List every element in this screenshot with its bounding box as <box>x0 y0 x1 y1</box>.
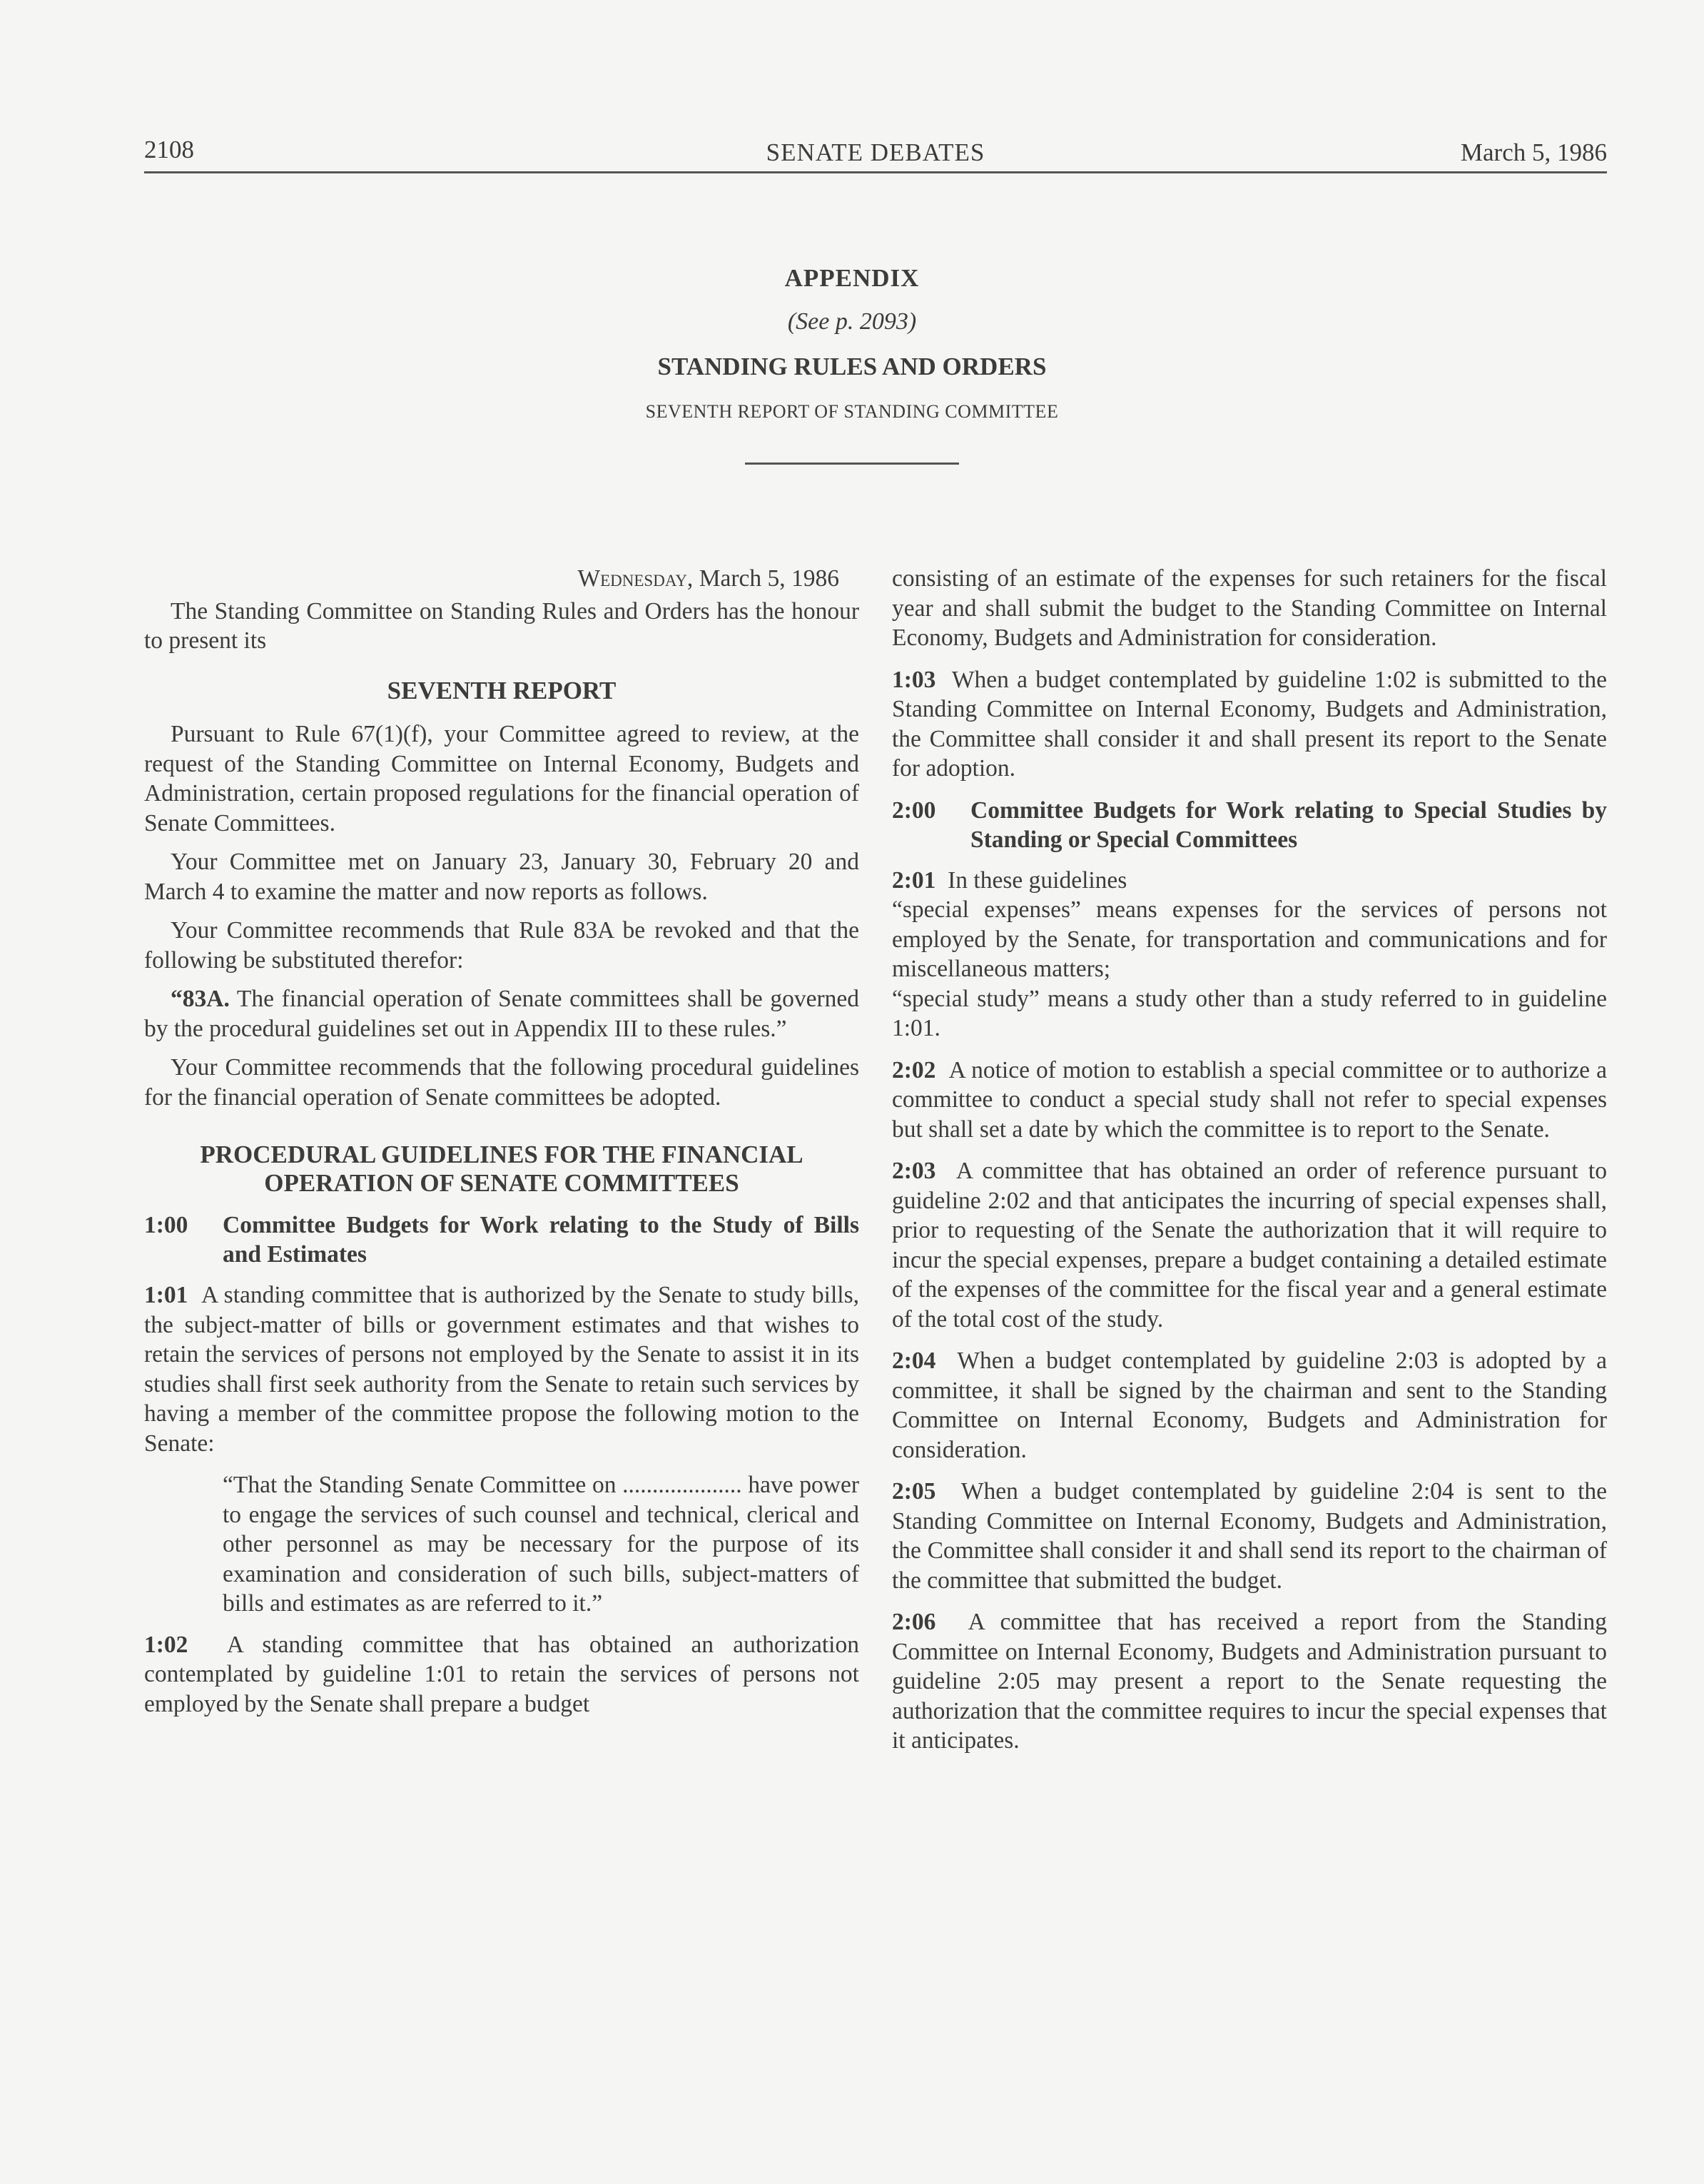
running-header <box>144 136 1607 173</box>
guideline-1-03: 1:03 When a budget contemplated by guideline 1:02 is submitted to the Standing Committee on Internal Economy, Budgets and Administration, the Committee shall consider it and shall present its report to the Senate for adoption. <box>892 666 1608 782</box>
motion-quote: “That the Standing Senate Committee on .................... have power to engage the services of such counsel and technical, clerical and other personnel as may be necessary for the purpose of its examination and consideration of such bills, subject-matters of bills and estimates as are referred to it.” <box>223 1472 859 1617</box>
header-date: March 5, 1986 <box>1460 138 1607 166</box>
page-number: 2108 <box>144 136 194 163</box>
guideline-1-01: 1:01 A standing committee that is authorized by the Senate to study bills, the subject-matter of bills or government estimates and that wishes to retain the services of persons not employed by the Senate to assist it in its studies shall first seek authority from the Senate to retain such services by having a member of the committee propose the following motion to the Senate: <box>144 1282 860 1457</box>
guideline-1-02: 1:02 A standing committee that has obtained an authorization contemplated by guideline 1:01 to retain the services of persons not employed by the Senate shall prepare a budget <box>144 1631 859 1717</box>
paragraph: Your Committee recommends that the following procedural guidelines for the financial operation of Senate committees be adopted. <box>144 1054 859 1111</box>
appendix-page-reference: (See p. 2093) <box>787 308 917 335</box>
report-date: Wednesday, March 5, 1986 <box>577 565 839 592</box>
guidelines-title: PROCEDURAL GUIDELINES FOR THE FINANCIAL OPERATION OF SENATE COMMITTEES <box>200 1141 803 1197</box>
guideline-2-04: 2:04 When a budget contemplated by guideline 2:03 is adopted by a committee, it shall be signed by the chairman and sent to the Standing Committee on Internal Economy, Budgets and Administration for consideration. <box>892 1348 1607 1463</box>
guideline-2-05: 2:05 When a budget contemplated by guideline 2:04 is sent to the Standing Committee on Internal Economy, Budgets and Administration, the Committee shall consider it and shall send its report to the chairman of the committee that submitted the budget. <box>892 1478 1607 1594</box>
section-heading-1-00: 1:00 Committee Budgets for Work relating to the Study of Bills and Estimates <box>144 1212 859 1268</box>
appendix-heading <box>0 264 1704 465</box>
definition-special-expenses: “special expenses” means expenses for the services of persons not employed by the Senate, for transportation and communications and for miscellaneous matters; <box>892 896 1607 982</box>
rule-83a-text: “83A. The financial operation of Senate committees shall be governed by the procedural guidelines set out in Appendix III to these rules.” <box>144 986 859 1042</box>
paragraph: Your Committee met on January 23, January 30, February 20 and March 4 to examine the matter and now reports as follows. <box>144 849 859 905</box>
intro-paragraph: The Standing Committee on Standing Rules and Orders has the honour to present its <box>144 597 859 654</box>
guideline-2-03: 2:03 A committee that has obtained an order of reference pursuant to guideline 2:02 and that anticipates the incurring of special expenses shall, prior to requesting of the Senate the authorization that it will require to incur the special expenses, prepare a budget containing a detailed estimate of the expenses of the committee for the fiscal year and a general estimate of the total cost of the study. <box>892 1158 1607 1333</box>
right-column <box>892 564 1607 1768</box>
paragraph: Your Committee recommends that Rule 83A be revoked and that the following be substituted therefor: <box>144 917 859 974</box>
seventh-report-title: SEVENTH REPORT <box>387 676 617 704</box>
paragraph: Pursuant to Rule 67(1)(f), your Committee agreed to review, at the request of the Standing Committee on Internal Economy, Budgets and Administration, certain proposed regulations for the financial operation of Senate Committees. <box>144 721 859 836</box>
definition-special-study: “special study” means a study other than a study referred to in guideline 1:01. <box>892 985 1607 1041</box>
divider <box>745 462 959 465</box>
guideline-2-01: 2:01 In these guidelines <box>892 866 1127 894</box>
section-heading-2-00: 2:00 Committee Budgets for Work relating to Special Studies by Standing or Special Committees <box>892 797 1607 853</box>
appendix-title: APPENDIX <box>784 264 920 292</box>
report-subtitle: SEVENTH REPORT OF STANDING COMMITTEE <box>645 401 1059 422</box>
left-column <box>144 564 859 1731</box>
continued-text: consisting of an estimate of the expenses for such retainers for the fiscal year and shall submit the budget to the Standing Committee on Internal Economy, Budgets and Administration for consideration. <box>892 565 1607 651</box>
guideline-2-06: 2:06 A committee that has received a report from the Standing Committee on Internal Economy, Budgets and Administration pursuant to guideline 2:05 may present a report to the Senate requesting the authorization that the committee requires to incur the special expenses that it anticipates. <box>892 1609 1607 1754</box>
publication-title: SENATE DEBATES <box>766 138 985 166</box>
guideline-2-02: 2:02 A notice of motion to establish a special committee or to authorize a committee to conduct a special study shall not refer to special expenses but shall set a date by which the committee is to report to the Senate. <box>892 1056 1608 1143</box>
rules-title: STANDING RULES AND ORDERS <box>657 353 1047 380</box>
